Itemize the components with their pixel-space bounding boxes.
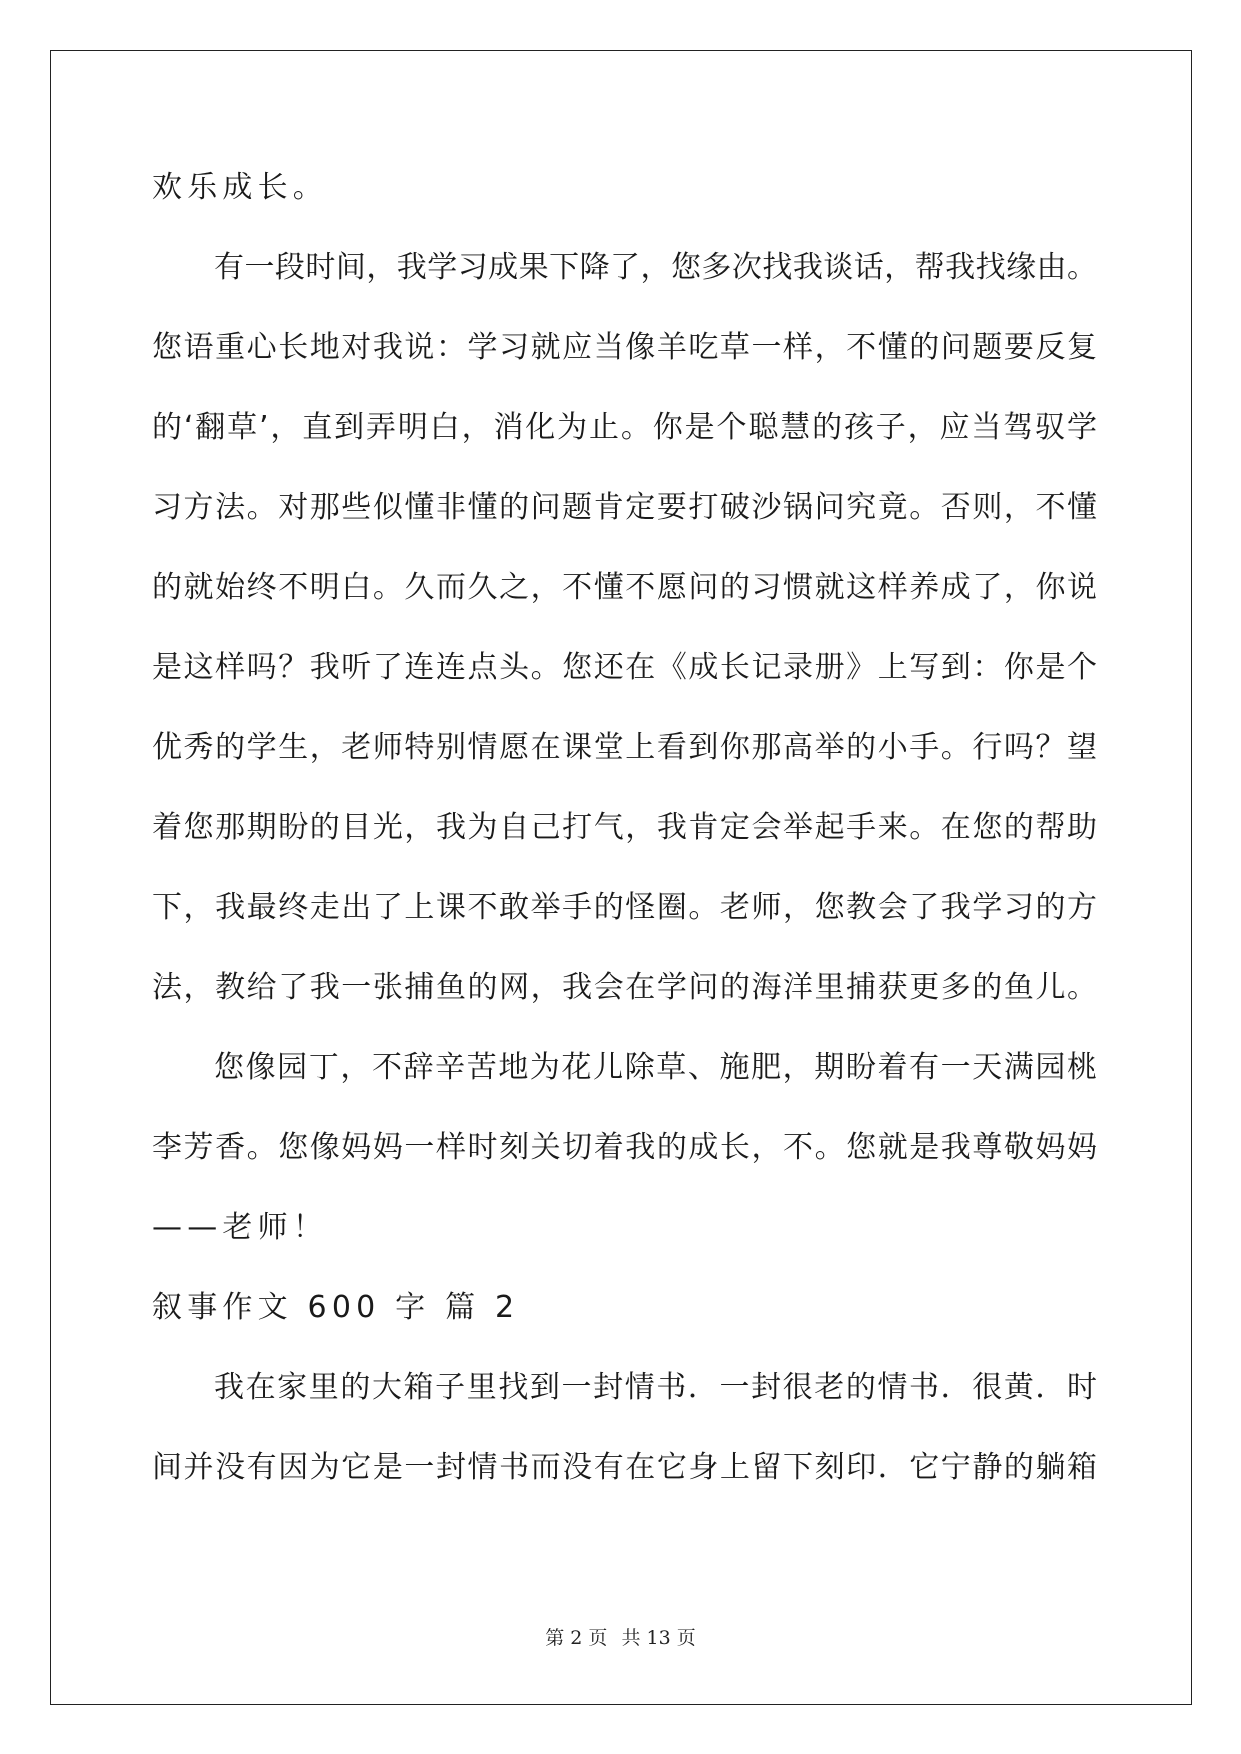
text-line: ——老师！ [152, 1210, 328, 1245]
section-heading: 叙事作文 600 字 篇 2 [152, 1290, 520, 1325]
text-line: 您像园丁，不辞辛苦地为花儿除草、施肥，期盼着有一天满园桃 [214, 1050, 1097, 1085]
text-line: 我在家里的大箱子里找到一封情书．一封很老的情书．很黄．时 [214, 1370, 1097, 1405]
text-line: 的就始终不明白。久而久之，不懂不愿问的习惯就这样养成了，你说 [152, 570, 1097, 605]
text-line: 优秀的学生，老师特别情愿在课堂上看到你那高举的小手。行吗？望 [152, 730, 1097, 765]
text-line: 间并没有因为它是一封情书而没有在它身上留下刻印．它宁静的躺箱 [152, 1450, 1097, 1485]
text-line: 李芳香。您像妈妈一样时刻关切着我的成长，不。您就是我尊敬妈妈 [152, 1130, 1097, 1165]
text-line: 法，教给了我一张捕鱼的网，我会在学问的海洋里捕获更多的鱼儿。 [152, 970, 1097, 1005]
text-line: 是这样吗？我听了连连点头。您还在《成长记录册》上写到：你是个 [152, 650, 1097, 685]
text-line: 有一段时间，我学习成果下降了，您多次找我谈话，帮我找缘由。 [214, 250, 1097, 285]
text-line: 习方法。对那些似懂非懂的问题肯定要打破沙锅问究竟。否则，不懂 [152, 490, 1097, 525]
page-number: 第 2 页 [545, 1627, 608, 1649]
text-line: 着您那期盼的目光，我为自己打气，我肯定会举起手来。在您的帮助 [152, 810, 1097, 845]
text-line: 欢乐成长。 [152, 170, 328, 205]
text-line: 的‘翻草’，直到弄明白，消化为止。你是个聪慧的孩子，应当驾驭学 [152, 410, 1097, 445]
text-line: 下，我最终走出了上课不敢举手的怪圈。老师，您教会了我学习的方 [152, 890, 1097, 925]
text-line: 您语重心长地对我说：学习就应当像羊吃草一样，不懂的问题要反复 [152, 330, 1097, 365]
document-body [152, 148, 1097, 1508]
page-footer [0, 1623, 1241, 1650]
page-total: 共 13 页 [621, 1627, 696, 1649]
